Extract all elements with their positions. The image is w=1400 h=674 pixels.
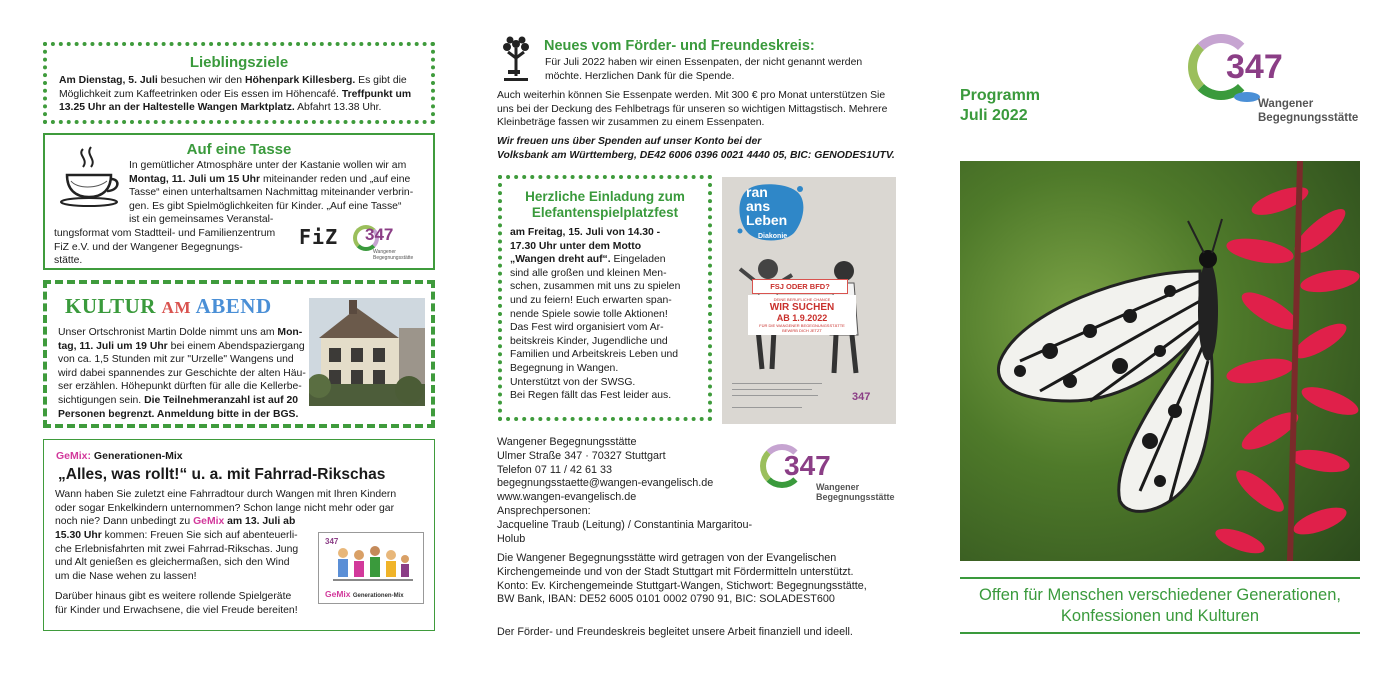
fiz-logo: FiZ bbox=[299, 225, 339, 249]
foerder-text-1: Für Juli 2022 haben wir einen Essenpaten, der nicht genannt werden möchte. Herzlichen Dank für die Spende. bbox=[545, 57, 863, 82]
program-title: Programm Juli 2022 bbox=[960, 87, 1041, 124]
foerder-text-2: Auch weiterhin können Sie Essenpate werden. Mit 300 € pro Monat unterstützen Sie uns bei der Deckung des Fehlbetrags für unseren so wichtigen Mittagstisch. Mehrere Kleinbeträge fassen wir zusammen zu einem Essenpaten. bbox=[497, 90, 888, 129]
elefant-text: am Freitag, 15. Juli von 14.30 - 17.30 Uhr unter dem Motto „Wangen dreht auf“. Eingeladen sind alle großen und kleinen Men- schen, zusammen mit uns zu spielen und zu feiern! Euch erwarten span- nende Spiele sowie tolle Aktionen! Das Fest wird organisiert vom Ar- beitskreis Kinder, Jugendliche und Familien und Arbeitskreis Leben und Begegnung in Wangen. Unterstützt von der SWSG. Bei Regen fällt das Fest leider aus. bbox=[510, 227, 681, 402]
elefant-title: Herzliche Einladung zum Elefantenspielplatzfest bbox=[525, 189, 685, 220]
fsj-poster bbox=[722, 177, 896, 424]
gemix-box bbox=[43, 439, 435, 631]
foerderkreis-note: Der Förder- und Freundeskreis begleitet unsere Arbeit finanziell und ideell. bbox=[497, 626, 853, 638]
coffee-cup-icon bbox=[57, 145, 121, 209]
logo-347-small: 347 Wangener Begegnungsstätte bbox=[351, 219, 421, 263]
gemix-badge-label: GeMix Generationen-Mix bbox=[325, 589, 404, 599]
tasse-box bbox=[43, 133, 435, 270]
email-link[interactable]: begegnungsstaette@wangen-evangelisch.de bbox=[497, 477, 714, 490]
traeger-text: Die Wangener Begegnungsstätte wird getragen von der Evangelischen Kirchengemeinde und von der Stadt Stuttgart mit Fördermitteln unterstützt. Konto: Ev. Kirchengemeinde Stuttgart-Wangen, Stichwort: Begegnungsstätte, BW Bank, IBAN: DE52 6005 0101 0002 0790 91, BIC: SOLADEST600 bbox=[497, 552, 867, 606]
old-house-photo bbox=[309, 298, 425, 406]
kultur-text: Unser Ortschronist Martin Dolde nimmt uns am Mon- tag, 11. Juli um 19 Uhr bei einem Abendspaziergang von ca. 1,5 Stunden mit zur "Urzelle" Wangens und wird dabei spannendes zur Geschichte der alten Häu- ser erzählen. Höhepunkt dürften für alle die Kellerbe- sichtigungen sein. Die Teilnehmeranzahl ist auf 20 Personen begrenzt. Anmeldung bitte in der BGS. bbox=[58, 327, 306, 420]
poster-slogan: ran ans Leben bbox=[746, 184, 788, 228]
gemix-text-2: 15.30 Uhr kommen: Freuen Sie sich auf abenteuerli- che Erlebnisfahrten mit zwei Fahrrad-Rikschas. Jung und Alt genießen es gleichermaßen, sich den Wind um die Nase wehen zu lassen! bbox=[55, 530, 299, 582]
kultur-title: KULTUR AM ABEND bbox=[65, 294, 272, 318]
foerder-title: Neues vom Förder- und Freundeskreis: bbox=[544, 38, 815, 54]
slogan-rule-top bbox=[960, 577, 1360, 579]
tasse-text-2: ist ein gemeinsames Veranstal- bbox=[129, 214, 274, 225]
tasse-text-1: In gemütlicher Atmosphäre unter der Kastanie wollen wir am Montag, 11. Juli um 15 Uhr miteinander reden und „auf eine Tasse“ einen unterhaltsamen Nachmittag miteinander verbrin- gen. Es gibt Spielmöglichkeiten für Kinder. „Auf eine Tasse“ bbox=[129, 160, 414, 212]
poster-diakonie: Diakonie bbox=[758, 233, 788, 240]
gemix-text-1: Wann haben Sie zuletzt eine Fahrradtour durch Wangen mit Ihren Kindern oder sogar Enkelkindern unternommen? Schon lange nicht mehr oder gar noch nie? Dann unbedingt zu GeMix am 13. Juli ab bbox=[55, 489, 397, 528]
gemix-badge: 347 GeMix Generationen-Mix bbox=[318, 532, 424, 604]
gemix-text-3: Darüber hinaus gibt es weitere rollende Spielgeräte für Kinder und Erwachsene, die viel Freude bereiten! bbox=[55, 591, 298, 616]
slogan: Offen für Menschen verschiedener Generationen, Konfessionen und Kulturen bbox=[979, 586, 1341, 625]
logo-347-main: 347 Wangener Begegnungsstätte bbox=[1186, 28, 1366, 128]
lieblingsziele-title: Lieblingsziele bbox=[189, 54, 289, 71]
kultur-box bbox=[43, 280, 435, 428]
tree-logo-icon bbox=[496, 34, 536, 84]
butterfly-photo bbox=[960, 161, 1360, 561]
logo-347-middle: 347 Wangener Begegnungsstätte bbox=[756, 440, 896, 502]
poster-offer-box: DEINE BERUFLICHE CHANCE WIR SUCHEN AB 1.9.2022 FÜR DIE WANGENER BEGEGNUNGSSTÄTTE BEWIRB DICH JETZT bbox=[748, 295, 856, 335]
slogan-rule-bottom bbox=[960, 632, 1360, 634]
elefant-box bbox=[498, 175, 712, 421]
tasse-title: Auf eine Tasse bbox=[186, 141, 292, 158]
lieblingsziele-box bbox=[43, 42, 435, 124]
lieblingsziele-text: Am Dienstag, 5. Juli besuchen wir den Höhenpark Killesberg. Es gibt die Möglichkeit zum Kaffeetrinken oder Eis essen im Höhencafé. Treffpunkt um 13.25 Uhr an der Haltestelle Wangen Marktplatz. Abfahrt 13.38 Uhr. bbox=[59, 75, 412, 114]
poster-logo-347: 347 bbox=[852, 391, 871, 403]
foerder-bank: Wir freuen uns über Spenden auf unser Konto bei der Volksbank am Württemberg, DE42 6006 0396 0021 4440 05, BIC: GENODES1UTV. bbox=[497, 136, 895, 161]
poster-fsj-box: FSJ ODER BFD? bbox=[752, 279, 848, 294]
website-link[interactable]: www.wangen-evangelisch.de bbox=[497, 491, 637, 504]
family-figures-icon bbox=[333, 543, 413, 587]
gemix-headline: „Alles, was rollt!“ u. a. mit Fahrrad-Rikschas bbox=[58, 466, 386, 483]
gemix-kicker: GeMix: Generationen-Mix bbox=[56, 450, 183, 462]
contact-block: Wangener Begegnungsstätte Ulmer Straße 347 · 70327 Stuttgart Telefon 07 11 / 42 61 33 begegnungsstaette@wangen-evangelisch.de www.wangen-evangelisch.de Ansprechpersonen: Jacqueline Traub (Leitung) / Constantinia Margaritou-Holub bbox=[497, 436, 753, 545]
tasse-text-3: tungsformat vom Stadtteil- und Familienzentrum FiZ e.V. und der Wangener Begegnungs- stätte. bbox=[54, 228, 276, 267]
